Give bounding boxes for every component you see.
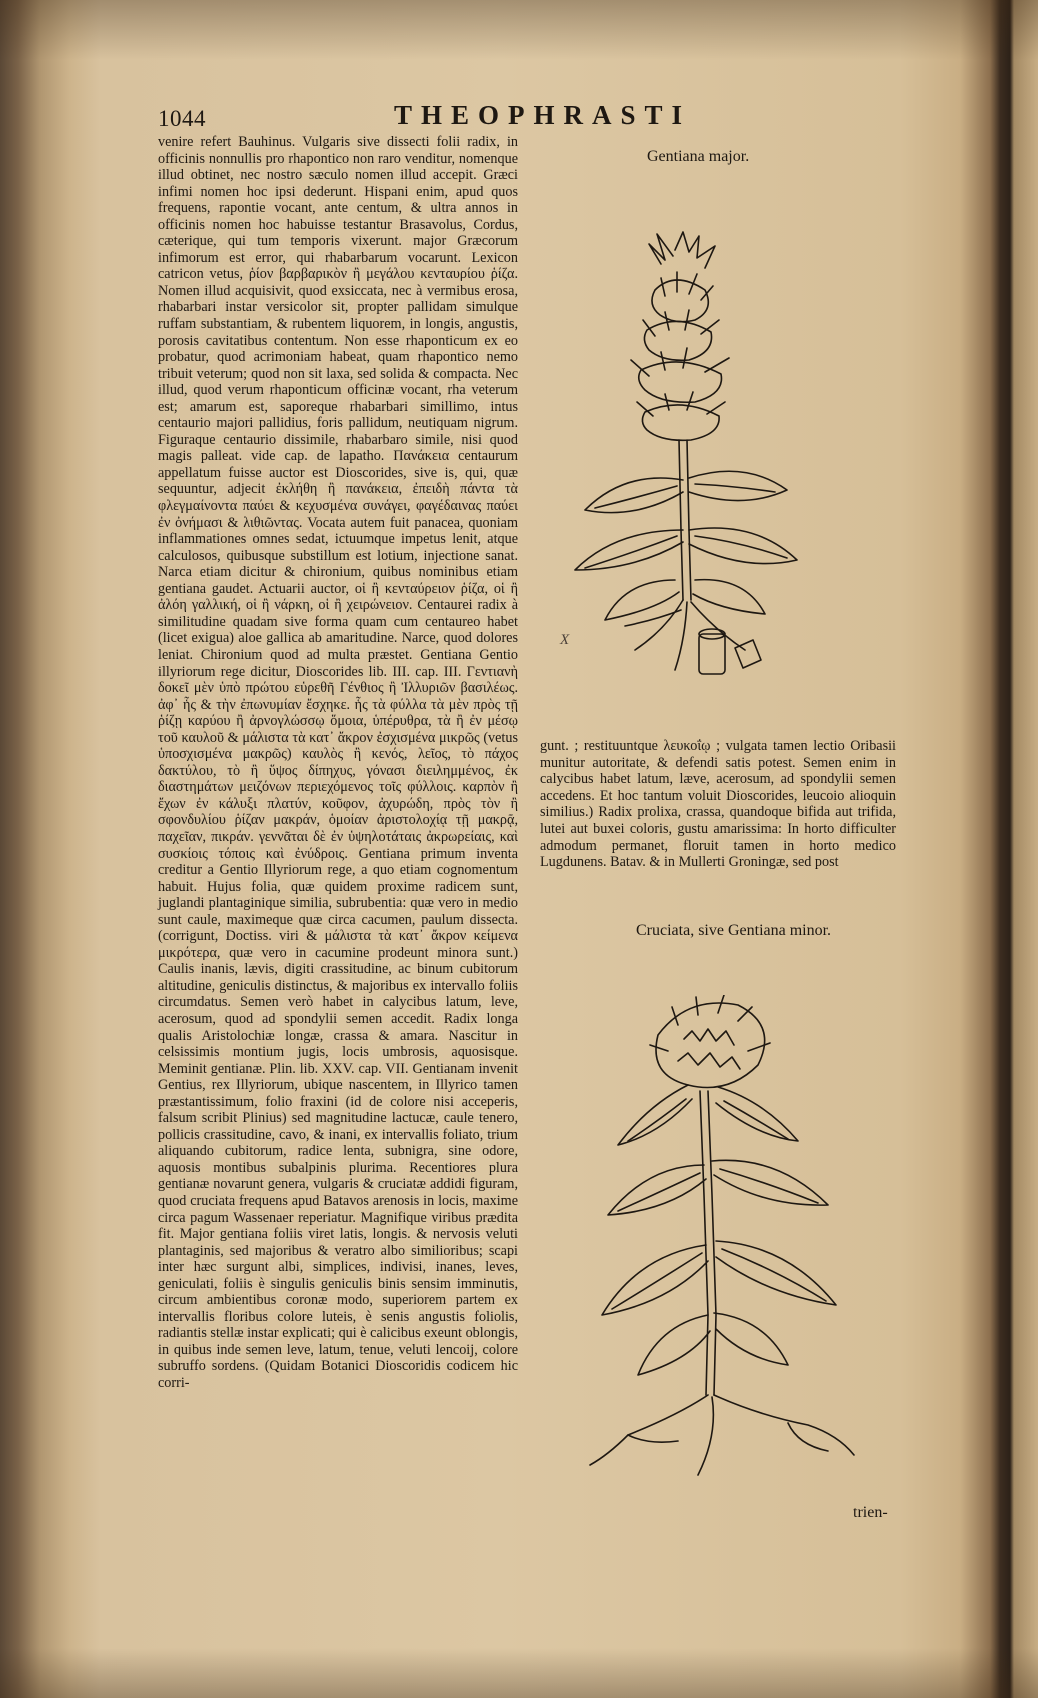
marginal-pencil-mark: X bbox=[560, 632, 570, 648]
figure-caption-gentiana-major: Gentiana major. bbox=[647, 148, 750, 165]
right-text-column bbox=[540, 738, 896, 871]
running-head: THEOPHRASTI bbox=[394, 100, 692, 130]
gentiana-major-illustration bbox=[565, 230, 805, 710]
left-text-column bbox=[158, 134, 518, 1392]
page-shadow-bottom bbox=[0, 1648, 1038, 1698]
right-column-text: gunt. ; restituuntque λευκοΐῳ ; vulgata tamen lectio Oribasii munitur autoritate, & defendi satis potest. Semen enim in calycibus habet latum, læve, acerosum, ad spondylii semen accedens. Et hoc tantum voluit Dioscorides, leucoio alioquin similius.) Radix prolixa, crassa, quandoque bifida aut trifida, lutei aut buxei coloris, gustu amarissima: In horto difficulter admodum permanet, floruit tamen in horto medico Lugdunens. Batav. & in Mullerti Groningæ, sed post bbox=[540, 738, 896, 871]
gentiana-minor-illustration bbox=[588, 995, 858, 1480]
left-column-text: venire refert Bauhinus. Vulgaris sive dissecti folii radix, in officinis nonnullis pro rhapontico non raro venditur, nomenque illud obtinet, nec nostro sæculo nomen illud accepit. Græci infimi nomen hoc ipsi dederunt. Hispani enim, apud quos frequens, rapontie vocant, ante centum, & ultra annos in officinis nomen hoc habuisse testantur Brasavolus, Cordus, cæterique, qui tum temporis vixerunt. major Græcorum infimorum est error, qui rhabarbarum vocarunt. Lexicon catricon vetus, ῥίον βαρβαρικὸν ἢ μεγάλου κενταυρίου ῥίζα. Nomen illud acquisivit, quod exsiccata, nec à vermibus erosa, rhabarbari instar versicolor sit, propter pallidam simulque ruffam substantiam, & rubentem liquorem, in longis, angustis, porosis cavitatibus contentum. Non esse rhaponticum ex eo probatur, quod acrimoniam habeat, quam rhapontico nemo tribuit veterum; quod non sit laxa, sed solida & compacta. Nec illud, quod verum rhaponticum officinæ vocant, rha veterum est; amarum est, saporeque rhabarbari simillimo, intus centaurio majori pallidius, foris pallidum, neutiquam nigrum. Figuraque centaurio dissimile, rhabarbaro simile, nisi quod magis palleat. vide cap. de lapatho. Πανάκεια centaurum appellatum fuisse auctor est Dioscorides, sive is, qui, quæ sequuntur, adjecit ἐκλήθη ἢ πανάκεια, ἐπειδὴ πάντα τὰ φλεγμαίνοντα παύει & κεχυσμένα συνάγει, φαγέδαινας παύει ἐν ὀνήμασι & λιθιῶντας. Vocata autem fuit panacea, quoniam inflammationes omnes sedat, ictuumque impetus lenit, atque calculosos, quibusque substillum est lotium, injectione sanat. Narca etiam dicitur & chironium, quibus nominibus etiam gentiana gaudet. Actuarii auctor, οἱ ἢ κενταύρειον ῥίζα, οἱ ἢ ἀλόη γαλλική, οἱ ἢ νάρκη, οἱ ἢ χειρώνειον. Centaurei radix à similitudine quadam sive forma quam cum centaureo habet (licet exigua) aloe gallica ab amaritudine. Narce, quod dolores leniat. Chironium quod ad multa præstet. Gentiana Gentio illyriorum rege dicitur, Dioscorides lib. III. cap. III. Γεντιανὴ δοκεῖ μὲν ὑπὸ πρώτου εὑρεθῆ Γένθιος ἢ Ἰλλυριῶν βασιλέως. ἀφ᾽ ἧς & τὴν ἐπωνυμίαν ἔσχηκε. ἧς τὰ φύλλα τὰ μὲν πρὸς τῇ ῥίζῃ καρύου ἢ ἀρνογλώσσῳ ὅμοια, ὑπέρυθρα, τὰ ἢ ἐν μέσῳ τοῦ καυλοῦ & μάλιστα τὰ κατ᾽ ἄκρον ἐσχισμένα μικρῶς (vetus ὑποσχισμένα μακρῶς) καυλὸς ἢ κενός, λεῖος, τὸ πάχος δακτύλου, τὸ ἢ ὕψος δίπηχυς, γόνασι διειλημμένος, ἐκ διαστημάτων μειζόνων περιεχόμενος τοῖς φύλλοις. καρπὸν ἢ ἔχων ἐν κάλυξι πλατύν, κοῦφον, ἀχυρώδη, πρὸς τὸν ἢ σφονδυλίου ῥίζαν μακράν, ὁμοίαν ἀριστολοχίᾳ τῇ μακρᾷ, παχεῖαν, πικράν. γεννᾶται δὲ ἐν ὑψηλοτάταις ἀκρωρείαις, καὶ συσκίοις τόποις καὶ ἐνύδροις. Gentiana primum inventa creditur a Gentio Illyriorum rege, a quo etiam cognomentum habuit. Hujus folia, quæ quidem proxime radicem sunt, juglandi plantaginique similia, subrubentia: quæ vero in medio sunt caule, maximeque quæ circa cacumen, paulum dissecta. (corrigunt, Doctiss. viri & μάλιστα τὰ κατ᾽ ἄκρον κείμενα μικρότερα, quæ vero in cacumine prodeunt minora sunt.) Caulis inanis, lævis, digiti crassitudine, ac binum cubitorum altitudine, geniculis distinctus, & majoribus ex intervallo foliis circumdatus. Semen verò habet in calycibus latum, leve, acerosum, quod ad spondylii semen accedit. Radix longa qualis Aristolochiæ longæ, crassa & amara. Nascitur in celsissimis montium jugis, locis umbrosis, aquosisque. Meminit gentianæ. Plin. lib. XXV. cap. VII. Gentianam invenit Gentius, rex Illyriorum, ubique nascentem, in Illyrico tamen præstantissimum, folio fraxini (id de colore nisi acceperis, falsum scribit Plinius) sed magnitudine lactucæ, caule tenero, pollicis crassitudine, cavo, & inani, ex intervallis foliato, trium aliquando cubitorum, radice lenta, subnigra, sine odore, aquosis montibus subalpinis plurima. Recentiores plura gentianæ novarunt genera, vulgaris & cruciatæ addidi figuram, quod cruciata frequens apud Batavos arenosis in locis, maxime circa pagum Wassenaer reperiatur. Magnifique viribus prædita fit. Major gentiana foliis viret latis, longis. & nervosis veluti plantaginis, sed majoribus & veratro albo similioribus; scapi inter hæc surgunt albi, simplices, indivisi, inanes, leves, geniculati, foliis è singulis geniculis binis sensim imminutis, circum ambientibus coronæ modo, superiorem partem ex intervallis floribus colore luteis, è senis angustis foliolis, radiantis stellæ instar explicati; qui è calicibus exeunt oblongis, in quibus inde semen leve, latum, tenue, veluti lencoij, colore subruffo sordens. (Quidam Botanici Dioscoridis codicem hic corri- bbox=[158, 134, 518, 1392]
catchword: trien- bbox=[853, 1504, 888, 1521]
page-shadow-top bbox=[0, 0, 1038, 60]
figure-caption-gentiana-minor: Cruciata, sive Gentiana minor. bbox=[636, 922, 832, 939]
page-number: 1044 bbox=[158, 106, 206, 131]
